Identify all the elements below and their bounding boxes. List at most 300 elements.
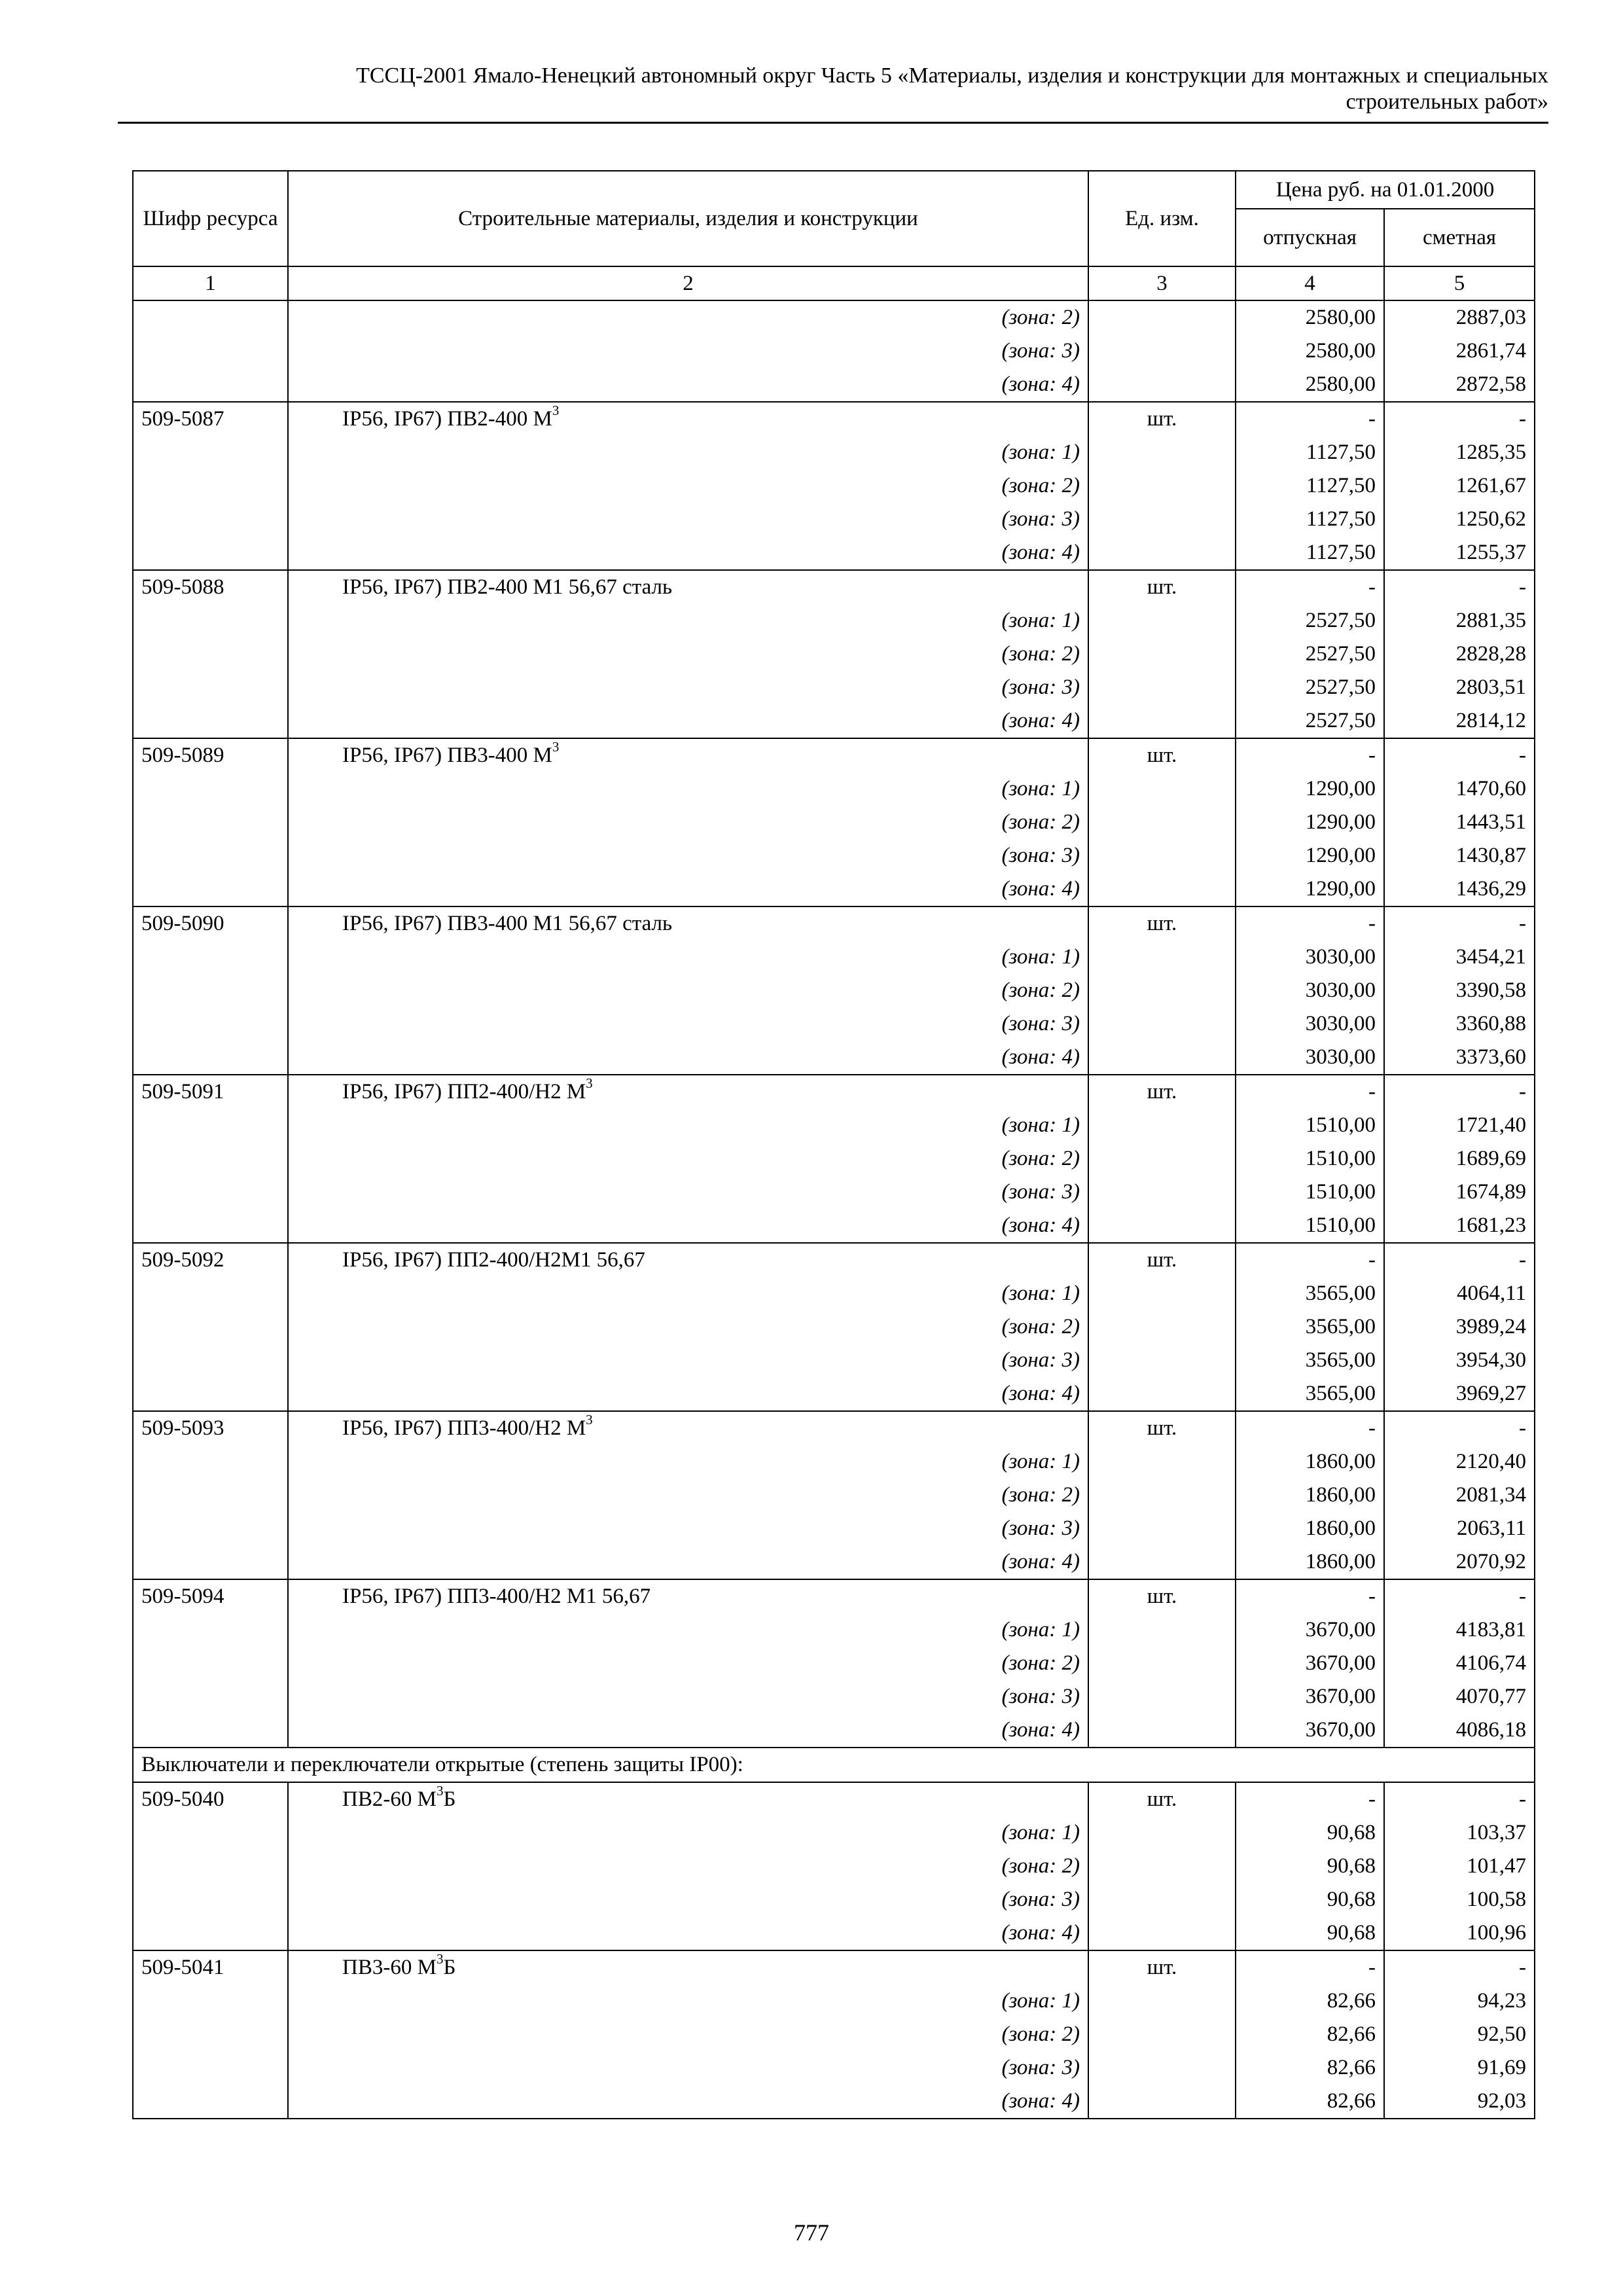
column-header-name: Строительные материалы, изделия и конструкции [288, 171, 1088, 266]
resource-name-text: IP56, IP67) ПВ3-400 М [342, 744, 552, 767]
zone-label: (зона: 3) [288, 1007, 1088, 1041]
resource-name-superscript: 3 [586, 1412, 593, 1427]
zone-label: (зона: 3) [288, 2051, 1088, 2085]
unit-cell [1088, 1142, 1236, 1175]
resource-name [296, 1783, 456, 1811]
estimate-price: 4064,11 [1384, 1277, 1535, 1310]
estimate-price: 4106,74 [1384, 1647, 1535, 1680]
resource-name-suffix: Б [443, 1787, 456, 1811]
unit-cell [1088, 368, 1236, 402]
unit-cell [1088, 1883, 1236, 1916]
zone-label: (зона: 4) [288, 704, 1088, 738]
release-price: 82,66 [1236, 2085, 1384, 2119]
zone-row [133, 1545, 1535, 1579]
zone-label: (зона: 4) [288, 2085, 1088, 2119]
resource-name-superscript: 3 [436, 1951, 444, 1967]
resource-name-suffix: Б [443, 1956, 456, 1979]
resource-name-cell [288, 906, 1088, 941]
estimate-price: 1430,87 [1384, 839, 1535, 872]
unit: шт. [1088, 1243, 1236, 1277]
code-cell [133, 1816, 288, 1850]
estimate-price: - [1384, 1782, 1535, 1816]
zone-label: (зона: 2) [288, 1310, 1088, 1344]
resource-code: 509-5091 [133, 1075, 288, 1109]
unit-cell [1088, 1984, 1236, 2018]
release-price: 1510,00 [1236, 1175, 1384, 1209]
zone-row [133, 1344, 1535, 1377]
code-cell [133, 334, 288, 368]
estimate-price: - [1384, 1950, 1535, 1984]
resource-name [296, 403, 560, 431]
estimate-price: 4070,77 [1384, 1680, 1535, 1713]
estimate-price: - [1384, 738, 1535, 772]
code-cell [133, 1209, 288, 1243]
resource-name-text: ПВ2-60 М [342, 1787, 437, 1811]
zone-row [133, 436, 1535, 469]
code-cell [133, 2085, 288, 2119]
code-cell [133, 1142, 288, 1175]
resource-name-text: IP56, IP67) ПВ2-400 М1 56,67 сталь [342, 575, 673, 599]
release-price: 1860,00 [1236, 1479, 1384, 1512]
release-price: 1127,50 [1236, 503, 1384, 536]
release-price: 3670,00 [1236, 1647, 1384, 1680]
release-price: - [1236, 1950, 1384, 1984]
code-cell [133, 637, 288, 671]
release-price: - [1236, 402, 1384, 436]
price-table [132, 170, 1535, 2119]
table-row [133, 570, 1535, 604]
unit-cell [1088, 300, 1236, 334]
release-price: - [1236, 738, 1384, 772]
unit-cell [1088, 469, 1236, 503]
unit-cell [1088, 334, 1236, 368]
unit-cell [1088, 536, 1236, 570]
zone-row [133, 1850, 1535, 1883]
release-price: 1127,50 [1236, 469, 1384, 503]
zone-row [133, 1916, 1535, 1950]
zone-label: (зона: 1) [288, 772, 1088, 806]
estimate-price: - [1384, 402, 1535, 436]
zone-label: (зона: 4) [288, 1713, 1088, 1748]
unit-cell [1088, 1816, 1236, 1850]
resource-name-cell [288, 1243, 1088, 1277]
unit-cell [1088, 1041, 1236, 1075]
table-row [133, 1579, 1535, 1613]
unit: шт. [1088, 1411, 1236, 1445]
column-header-unit: Ед. изм. [1088, 171, 1236, 266]
release-price: 1290,00 [1236, 872, 1384, 906]
column-number: 2 [288, 266, 1088, 300]
unit-cell [1088, 704, 1236, 738]
code-cell [133, 1512, 288, 1545]
resource-name-superscript: 3 [552, 403, 560, 418]
zone-row [133, 536, 1535, 570]
release-price: 1290,00 [1236, 806, 1384, 839]
zone-row [133, 704, 1535, 738]
resource-code: 509-5087 [133, 402, 288, 436]
code-cell [133, 1883, 288, 1916]
estimate-price: 1443,51 [1384, 806, 1535, 839]
resource-name [296, 1412, 593, 1440]
resource-code: 509-5041 [133, 1950, 288, 1984]
unit-cell [1088, 872, 1236, 906]
zone-row [133, 1479, 1535, 1512]
unit-cell [1088, 1713, 1236, 1748]
resource-name-cell [288, 1411, 1088, 1445]
code-cell [133, 1377, 288, 1411]
zone-label: (зона: 3) [288, 1512, 1088, 1545]
zone-label: (зона: 2) [288, 300, 1088, 334]
zone-label: (зона: 4) [288, 1545, 1088, 1579]
code-cell [133, 704, 288, 738]
release-price: 1860,00 [1236, 1445, 1384, 1479]
estimate-price: 2814,12 [1384, 704, 1535, 738]
code-cell [133, 974, 288, 1007]
zone-label: (зона: 1) [288, 1109, 1088, 1142]
zone-row [133, 872, 1535, 906]
release-price: - [1236, 906, 1384, 941]
zone-row [133, 1984, 1535, 2018]
unit: шт. [1088, 1782, 1236, 1816]
resource-name-text: IP56, IP67) ПВ3-400 М1 56,67 сталь [342, 912, 673, 935]
release-price: 1860,00 [1236, 1512, 1384, 1545]
code-cell [133, 1647, 288, 1680]
unit-cell [1088, 1377, 1236, 1411]
header-line-2: строительных работ» [1346, 90, 1548, 114]
estimate-price: 1681,23 [1384, 1209, 1535, 1243]
zone-label: (зона: 3) [288, 334, 1088, 368]
zone-row [133, 1277, 1535, 1310]
estimate-price: 2081,34 [1384, 1479, 1535, 1512]
column-number: 5 [1384, 266, 1535, 300]
resource-name-text: IP56, IP67) ПП2-400/Н2 М [342, 1080, 586, 1103]
zone-row [133, 637, 1535, 671]
code-cell [133, 436, 288, 469]
code-cell [133, 1916, 288, 1950]
code-cell [133, 1984, 288, 2018]
estimate-price: 1436,29 [1384, 872, 1535, 906]
unit-cell [1088, 503, 1236, 536]
unit-cell [1088, 1850, 1236, 1883]
estimate-price: 1689,69 [1384, 1142, 1535, 1175]
resource-name [296, 1248, 645, 1272]
unit-cell [1088, 1209, 1236, 1243]
resource-name-text: IP56, IP67) ПВ2-400 М [342, 407, 552, 431]
resource-name-cell [288, 402, 1088, 436]
unit-cell [1088, 1109, 1236, 1142]
estimate-price: 1674,89 [1384, 1175, 1535, 1209]
zone-row [133, 1142, 1535, 1175]
code-cell [133, 1445, 288, 1479]
estimate-price: - [1384, 1579, 1535, 1613]
release-price: 90,68 [1236, 1816, 1384, 1850]
resource-code: 509-5089 [133, 738, 288, 772]
release-price: 1127,50 [1236, 436, 1384, 469]
code-cell [133, 1007, 288, 1041]
resource-name-superscript: 3 [552, 739, 560, 755]
code-cell [133, 1344, 288, 1377]
code-cell [133, 1479, 288, 1512]
resource-name [296, 575, 672, 599]
zone-label: (зона: 3) [288, 1680, 1088, 1713]
resource-name-cell [288, 570, 1088, 604]
zone-label: (зона: 3) [288, 1175, 1088, 1209]
zone-row [133, 671, 1535, 704]
estimate-price: - [1384, 570, 1535, 604]
unit-cell [1088, 2018, 1236, 2051]
zone-label: (зона: 1) [288, 1613, 1088, 1647]
zone-row [133, 1512, 1535, 1545]
unit: шт. [1088, 1950, 1236, 1984]
zone-row [133, 1816, 1535, 1850]
release-price: 3565,00 [1236, 1377, 1384, 1411]
release-price: 3670,00 [1236, 1713, 1384, 1748]
resource-name-superscript: 3 [436, 1783, 444, 1799]
zone-label: (зона: 1) [288, 1277, 1088, 1310]
zone-row [133, 806, 1535, 839]
resource-name-text: IP56, IP67) ПП3-400/Н2 М1 56,67 [342, 1585, 651, 1608]
release-price: 1290,00 [1236, 839, 1384, 872]
zone-label: (зона: 2) [288, 469, 1088, 503]
release-price: 1127,50 [1236, 536, 1384, 570]
release-price: 2527,50 [1236, 671, 1384, 704]
table-body [133, 300, 1535, 2119]
code-cell [133, 1175, 288, 1209]
estimate-price: 1250,62 [1384, 503, 1535, 536]
estimate-price: 2063,11 [1384, 1512, 1535, 1545]
release-price: 3030,00 [1236, 1041, 1384, 1075]
code-cell [133, 300, 288, 334]
release-price: 3670,00 [1236, 1680, 1384, 1713]
zone-label: (зона: 4) [288, 1916, 1088, 1950]
release-price: - [1236, 1075, 1384, 1109]
zone-row [133, 1377, 1535, 1411]
estimate-price: 2120,40 [1384, 1445, 1535, 1479]
unit-cell [1088, 1647, 1236, 1680]
estimate-price: 1285,35 [1384, 436, 1535, 469]
zone-row [133, 1109, 1535, 1142]
release-price: 3565,00 [1236, 1310, 1384, 1344]
release-price: 3030,00 [1236, 1007, 1384, 1041]
code-cell [133, 839, 288, 872]
release-price: 2527,50 [1236, 704, 1384, 738]
page-number: 777 [794, 2219, 829, 2246]
column-number: 4 [1236, 266, 1384, 300]
unit-cell [1088, 1479, 1236, 1512]
resource-name-cell [288, 1579, 1088, 1613]
zone-row [133, 1883, 1535, 1916]
zone-label: (зона: 3) [288, 1883, 1088, 1916]
resource-name-cell [288, 738, 1088, 772]
release-price: - [1236, 1782, 1384, 1816]
unit-cell [1088, 637, 1236, 671]
release-price: 90,68 [1236, 1883, 1384, 1916]
zone-row [133, 334, 1535, 368]
unit: шт. [1088, 1075, 1236, 1109]
release-price: - [1236, 570, 1384, 604]
unit-cell [1088, 839, 1236, 872]
estimate-price: 92,03 [1384, 2085, 1535, 2119]
code-cell [133, 1277, 288, 1310]
unit-cell [1088, 1916, 1236, 1950]
unit-cell [1088, 1310, 1236, 1344]
estimate-price: 2872,58 [1384, 368, 1535, 402]
header-line-1: ТССЦ-2001 Ямало-Ненецкий автономный округ Часть 5 «Материалы, изделия и конструкции для монтажных и специальных [356, 63, 1548, 88]
unit-cell [1088, 1512, 1236, 1545]
estimate-price: 3989,24 [1384, 1310, 1535, 1344]
unit-cell [1088, 1175, 1236, 1209]
release-price: 1510,00 [1236, 1142, 1384, 1175]
unit-cell [1088, 941, 1236, 974]
release-price: 3030,00 [1236, 941, 1384, 974]
zone-label: (зона: 4) [288, 536, 1088, 570]
resource-name-cell [288, 1950, 1088, 1984]
zone-row [133, 2085, 1535, 2119]
code-cell [133, 1613, 288, 1647]
estimate-price: 101,47 [1384, 1850, 1535, 1883]
zone-label: (зона: 2) [288, 1479, 1088, 1512]
resource-code: 509-5092 [133, 1243, 288, 1277]
code-cell [133, 1310, 288, 1344]
resource-name-text: IP56, IP67) ПП3-400/Н2 М [342, 1416, 586, 1440]
code-cell [133, 1850, 288, 1883]
code-cell [133, 806, 288, 839]
zone-row [133, 1041, 1535, 1075]
zone-row [133, 300, 1535, 334]
zone-row [133, 1175, 1535, 1209]
zone-label: (зона: 2) [288, 1142, 1088, 1175]
zone-row [133, 1445, 1535, 1479]
unit-cell [1088, 436, 1236, 469]
resource-name [296, 1075, 593, 1103]
release-price: 2580,00 [1236, 368, 1384, 402]
release-price: 1860,00 [1236, 1545, 1384, 1579]
zone-row [133, 839, 1535, 872]
unit-cell [1088, 1007, 1236, 1041]
estimate-price: 103,37 [1384, 1816, 1535, 1850]
code-cell [133, 503, 288, 536]
release-price: 3030,00 [1236, 974, 1384, 1007]
table-row [133, 906, 1535, 941]
estimate-price: 3373,60 [1384, 1041, 1535, 1075]
zone-label: (зона: 2) [288, 974, 1088, 1007]
zone-row [133, 2018, 1535, 2051]
release-price: 2580,00 [1236, 334, 1384, 368]
unit-cell [1088, 671, 1236, 704]
estimate-price: 94,23 [1384, 1984, 1535, 2018]
zone-row [133, 1209, 1535, 1243]
release-price: 82,66 [1236, 2018, 1384, 2051]
zone-row [133, 1713, 1535, 1748]
zone-row [133, 1613, 1535, 1647]
zone-row [133, 1680, 1535, 1713]
code-cell [133, 604, 288, 637]
unit-cell [1088, 604, 1236, 637]
resource-code: 509-5094 [133, 1579, 288, 1613]
release-price: 90,68 [1236, 1916, 1384, 1950]
release-price: 1510,00 [1236, 1109, 1384, 1142]
resource-name [296, 1585, 651, 1608]
estimate-price: 2881,35 [1384, 604, 1535, 637]
code-cell [133, 2051, 288, 2085]
resource-code: 509-5093 [133, 1411, 288, 1445]
estimate-price: 92,50 [1384, 2018, 1535, 2051]
table-row [133, 402, 1535, 436]
zone-label: (зона: 4) [288, 1041, 1088, 1075]
zone-label: (зона: 4) [288, 1377, 1088, 1411]
estimate-price: - [1384, 906, 1535, 941]
estimate-price: 91,69 [1384, 2051, 1535, 2085]
code-cell [133, 1545, 288, 1579]
code-cell [133, 772, 288, 806]
code-cell [133, 1680, 288, 1713]
zone-label: (зона: 2) [288, 1850, 1088, 1883]
code-cell [133, 671, 288, 704]
release-price: 1290,00 [1236, 772, 1384, 806]
code-cell [133, 1109, 288, 1142]
zone-label: (зона: 1) [288, 1984, 1088, 2018]
release-price: 3565,00 [1236, 1344, 1384, 1377]
resource-name [296, 1951, 456, 1979]
code-cell [133, 469, 288, 503]
code-cell [133, 1041, 288, 1075]
unit-cell [1088, 1445, 1236, 1479]
column-number: 1 [133, 266, 288, 300]
column-header-code: Шифр ресурса [133, 171, 288, 266]
column-header-price-group: Цена руб. на 01.01.2000 [1236, 171, 1535, 209]
unit-cell [1088, 2051, 1236, 2085]
resource-name [296, 739, 560, 767]
zone-row [133, 604, 1535, 637]
code-cell [133, 368, 288, 402]
release-price: 82,66 [1236, 1984, 1384, 2018]
unit-cell [1088, 2085, 1236, 2119]
zone-label: (зона: 1) [288, 941, 1088, 974]
unit-cell [1088, 1613, 1236, 1647]
page-header [118, 63, 1548, 124]
release-price: 82,66 [1236, 2051, 1384, 2085]
release-price: - [1236, 1579, 1384, 1613]
zone-label: (зона: 4) [288, 872, 1088, 906]
estimate-price: 1255,37 [1384, 536, 1535, 570]
estimate-price: 3954,30 [1384, 1344, 1535, 1377]
estimate-price: 2887,03 [1384, 300, 1535, 334]
unit-cell [1088, 1680, 1236, 1713]
estimate-price: - [1384, 1243, 1535, 1277]
zone-label: (зона: 2) [288, 2018, 1088, 2051]
column-header-release: отпускная [1236, 209, 1384, 266]
table-row [133, 1075, 1535, 1109]
code-cell [133, 2018, 288, 2051]
release-price: 3670,00 [1236, 1613, 1384, 1647]
resource-name-text: ПВ3-60 М [342, 1956, 437, 1979]
estimate-price: 3454,21 [1384, 941, 1535, 974]
table-row [133, 1411, 1535, 1445]
zone-label: (зона: 1) [288, 436, 1088, 469]
zone-row [133, 368, 1535, 402]
unit: шт. [1088, 906, 1236, 941]
release-price: 2527,50 [1236, 604, 1384, 637]
code-cell [133, 941, 288, 974]
resource-code: 509-5040 [133, 1782, 288, 1816]
unit-cell [1088, 974, 1236, 1007]
estimate-price: 100,96 [1384, 1916, 1535, 1950]
release-price: - [1236, 1411, 1384, 1445]
estimate-price: 4086,18 [1384, 1713, 1535, 1748]
resource-name-superscript: 3 [586, 1075, 593, 1091]
estimate-price: 100,58 [1384, 1883, 1535, 1916]
zone-row [133, 1310, 1535, 1344]
